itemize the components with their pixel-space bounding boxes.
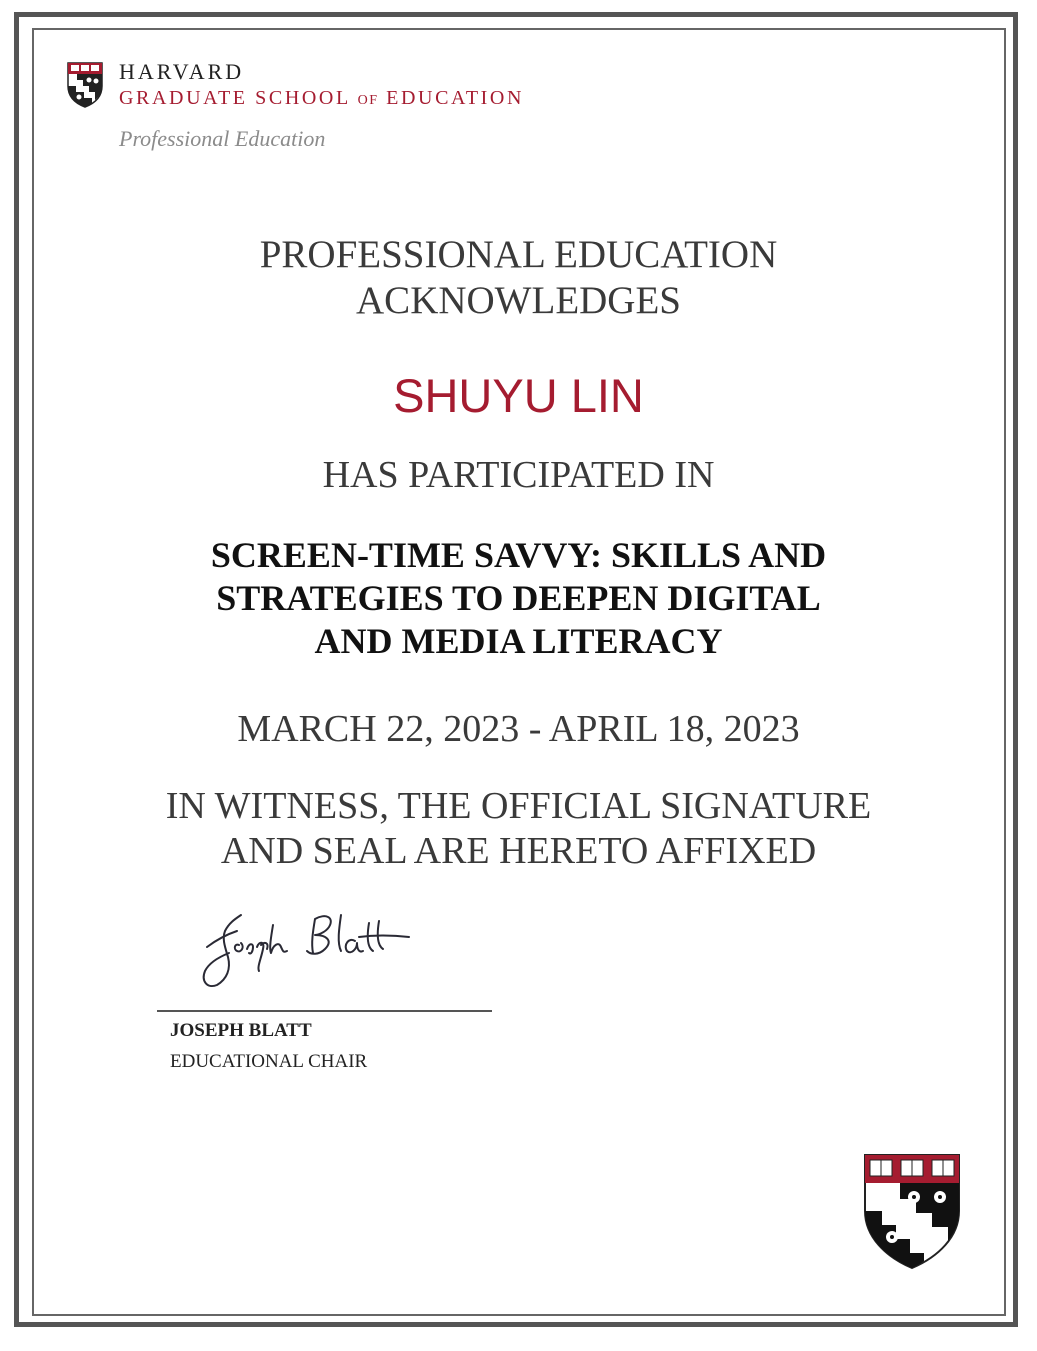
recipient-name: SHUYU LIN	[393, 369, 644, 422]
witness-line-1: IN WITNESS, THE OFFICIAL SIGNATURE	[165, 785, 872, 827]
ack-line-2: ACKNOWLEDGES	[356, 279, 681, 322]
harvard-shield-icon	[67, 62, 103, 108]
program-line-3: AND MEDIA LITERACY	[314, 621, 723, 661]
brand-division: Professional Education	[119, 126, 326, 151]
certificate-inner-border	[32, 28, 1006, 1316]
witness-line-2: AND SEAL ARE HERETO AFFIXED	[220, 830, 817, 872]
witness-statement	[0, 784, 1037, 874]
program-dates: MARCH 22, 2023 - APRIL 18, 2023	[237, 708, 800, 750]
signature-image	[195, 905, 425, 1000]
brand-school-post: EDUCATION	[386, 87, 525, 109]
brand-school	[119, 84, 524, 115]
signer-name: JOSEPH BLATT	[170, 1020, 312, 1041]
signer-title: EDUCATIONAL CHAIR	[170, 1051, 368, 1072]
program-line-1: SCREEN-TIME SAVVY: SKILLS AND	[210, 535, 827, 575]
brand-school-pre: GRADUATE SCHOOL	[119, 87, 351, 109]
signature-line	[157, 1010, 492, 1012]
participated-text: HAS PARTICIPATED IN	[322, 454, 715, 496]
brand-name	[119, 60, 524, 115]
harvard-seal-icon	[862, 1153, 962, 1270]
program-title	[0, 534, 1037, 663]
brand-school-of: OF	[357, 93, 379, 108]
brand-harvard: HARVARD	[119, 59, 245, 84]
program-line-2: STRATEGIES TO DEEPEN DIGITAL	[216, 578, 821, 618]
acknowledgement-heading	[0, 232, 1037, 324]
ack-line-1: PROFESSIONAL EDUCATION	[259, 233, 778, 276]
